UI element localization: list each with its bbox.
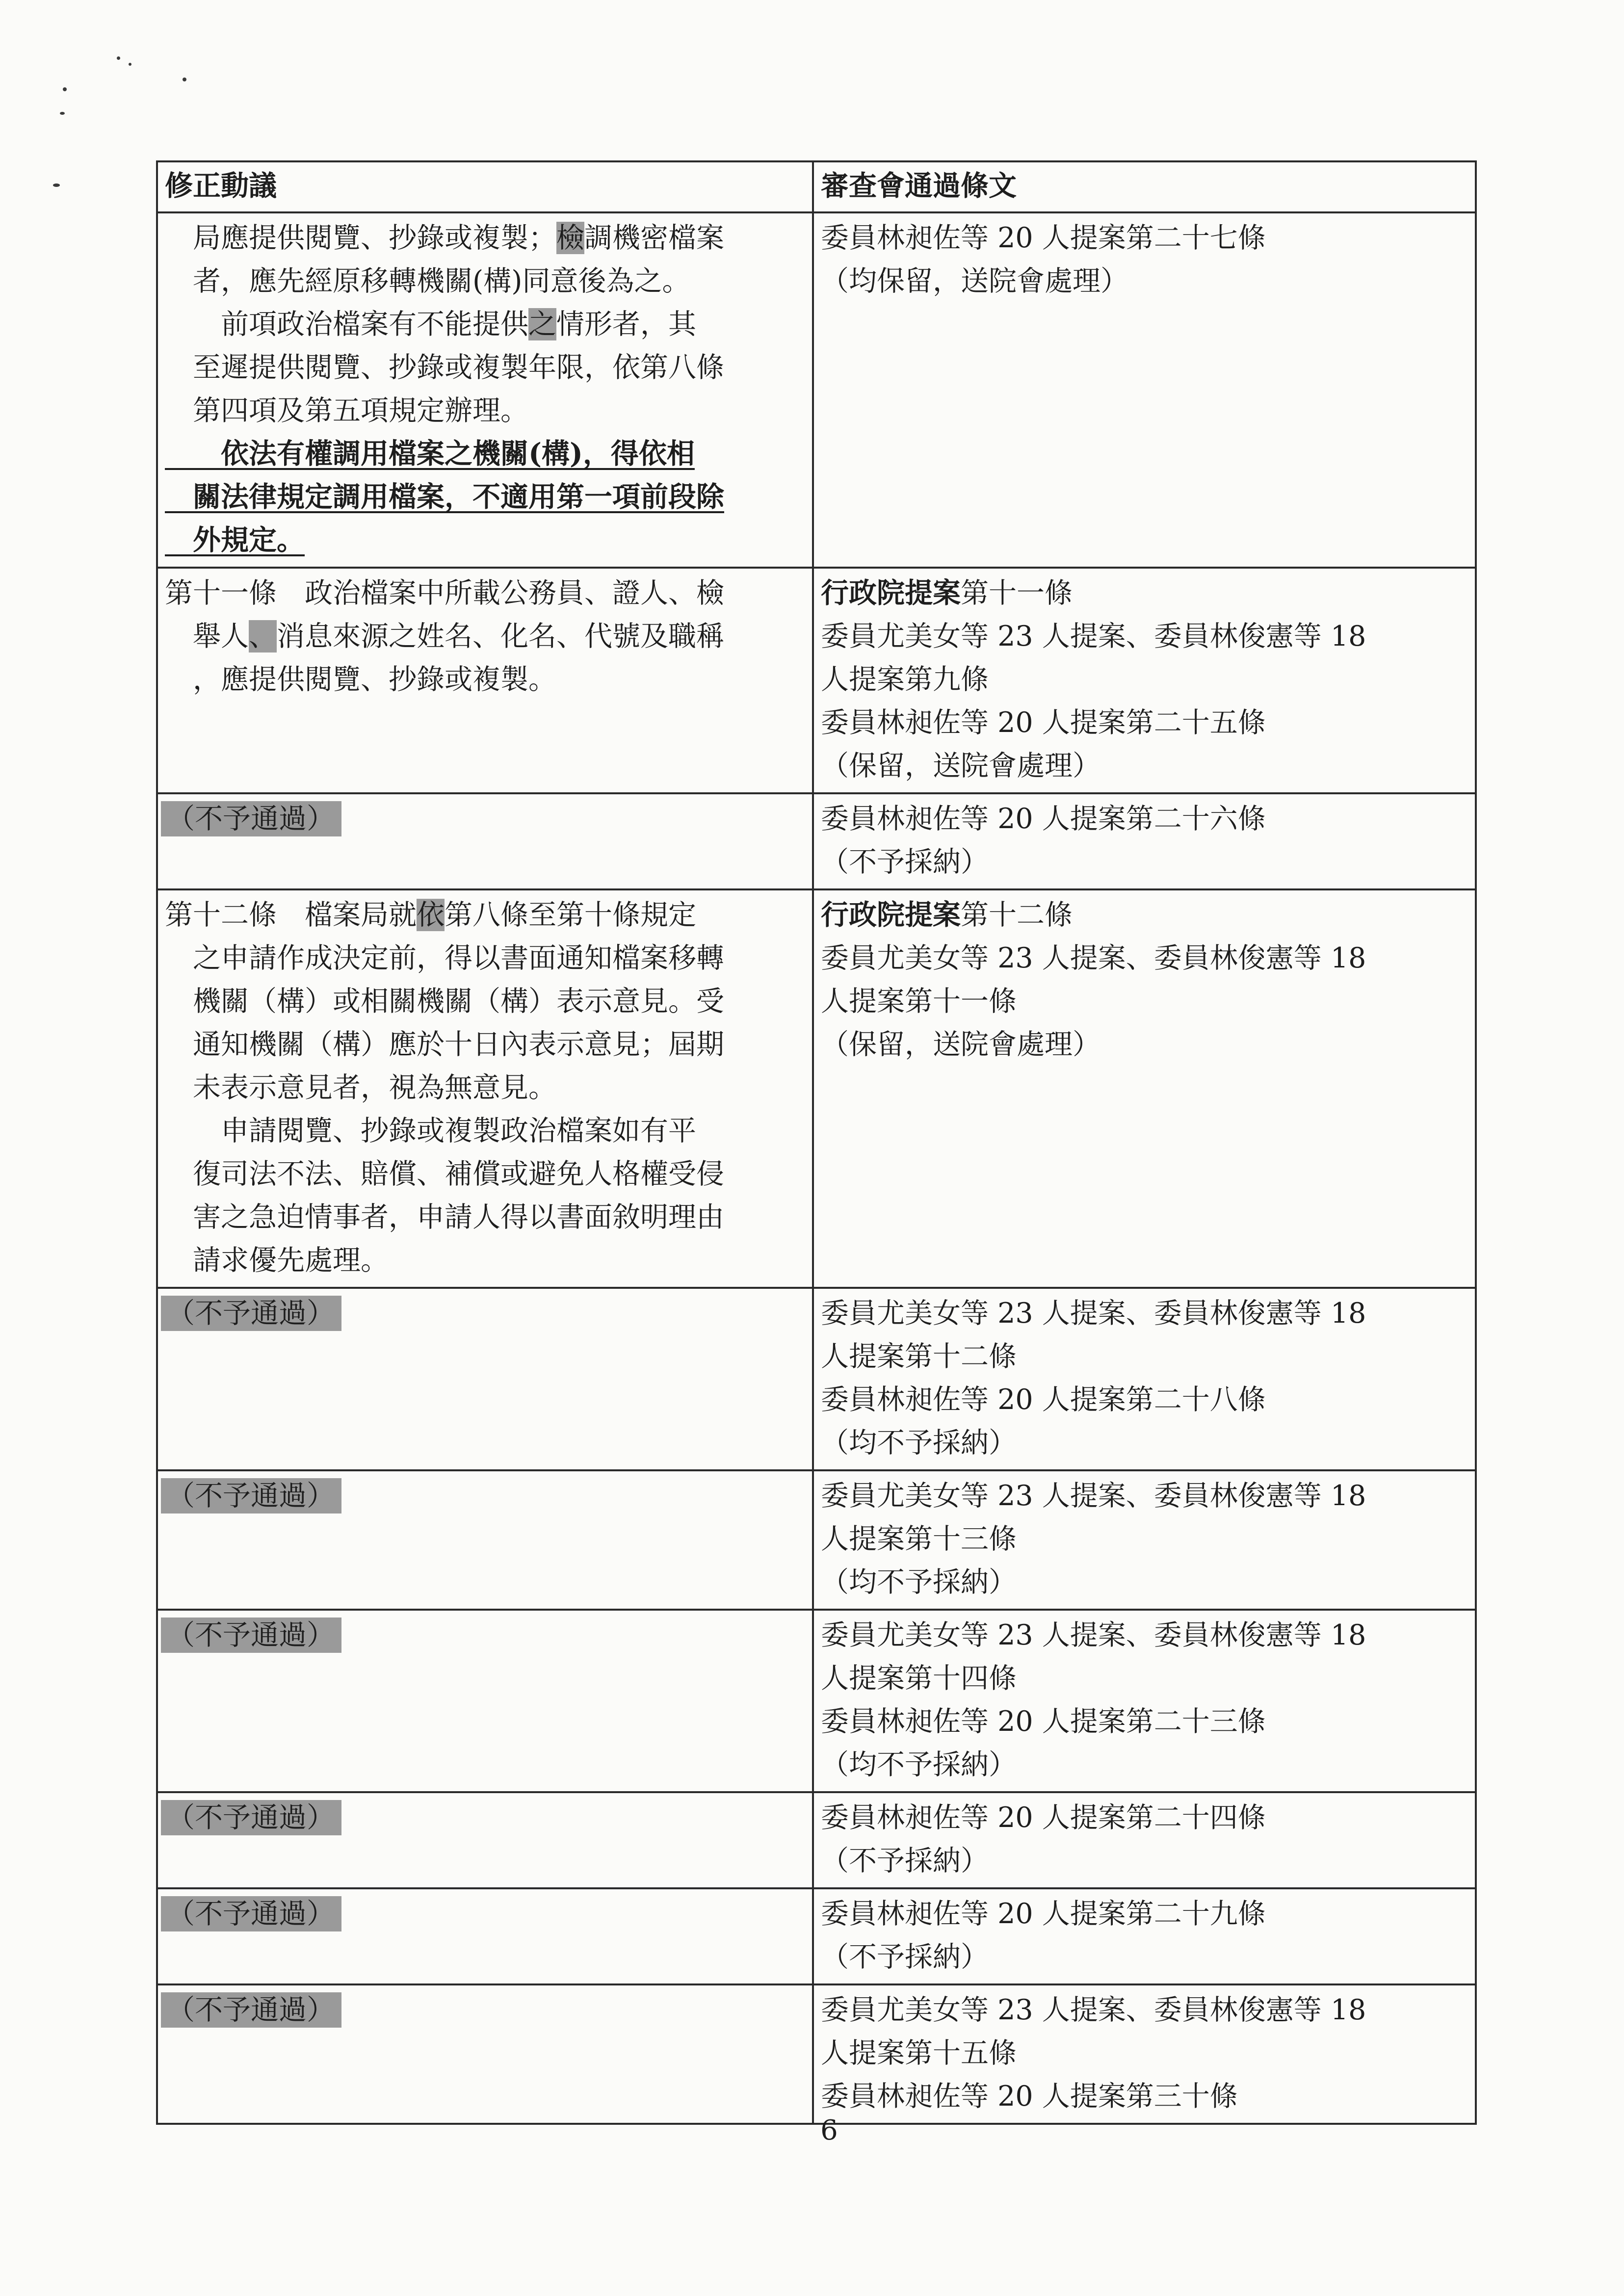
motion-cell [157, 793, 813, 889]
passed-line: 委員尤美女等 23 人提案、委員林俊憲等 18 [821, 1619, 1366, 1651]
motion-cell [157, 1888, 813, 1984]
passed-line: 委員林昶佐等 20 人提案第二十七條 [821, 222, 1266, 254]
motion-text-part: 消息來源之姓名、化名、代號及職稱 ，應提供閱覽、抄錄或複製。 [192, 620, 724, 696]
highlighted-char: 檢 [556, 222, 584, 254]
passed-line: （不予採納） [821, 1845, 989, 1877]
motion-text [165, 893, 806, 1282]
passed-cell [813, 212, 1476, 568]
executive-yuan-lead: 行政院提案 [821, 576, 961, 609]
passed-cell [813, 1288, 1476, 1470]
passed-line: 人提案第十一條 [821, 985, 1017, 1018]
motion-text-part: 情形者，其 至遲提供閱覽、抄錄或複製年限，依第八條 第四項及第五項規定辦理。 [192, 308, 724, 427]
passed-line: （保留，送院會處理） [821, 750, 1100, 782]
highlighted-char: 依 [417, 899, 445, 931]
passed-cell [813, 568, 1476, 793]
rejected-badge: （不予通過） [161, 1896, 341, 1931]
passed-line: 委員尤美女等 23 人提案、委員林俊憲等 18 [821, 1297, 1366, 1330]
passed-cell [813, 1888, 1476, 1984]
passed-cell [813, 793, 1476, 889]
motion-text-part: 調機密檔案 者，應先經原移轉機關(構)同意後為之。 前項政治檔案有不能提供 [192, 222, 724, 340]
passed-line: 委員林昶佐等 20 人提案第三十條 [821, 2080, 1238, 2113]
passed-line: 人提案第十三條 [821, 1523, 1017, 1555]
motion-text-part: 第十一條 政治檔案中所載公務員、證人、檢 舉人 [165, 577, 724, 652]
passed-line: 委員尤美女等 23 人提案、委員林俊憲等 18 [821, 1994, 1366, 2026]
scan-speck [117, 56, 120, 60]
table-row [157, 1888, 1476, 1984]
passed-line: 人提案第十二條 [821, 1340, 1017, 1373]
passed-cell [813, 1792, 1476, 1888]
header-motion: 修正動議 [157, 161, 813, 212]
passed-line: （均不予採納） [821, 1427, 1017, 1459]
rejected-badge: （不予通過） [161, 1800, 341, 1835]
highlighted-char: 、 [249, 620, 277, 652]
motion-cell [157, 568, 813, 793]
motion-cell [157, 1984, 813, 2124]
rejected-badge: （不予通過） [161, 1618, 341, 1653]
passed-line [821, 893, 1469, 937]
passed-line: 委員林昶佐等 20 人提案第二十六條 [821, 803, 1266, 835]
table-row [157, 1470, 1476, 1610]
header-passed-text: 審查會通過條文 [813, 161, 1476, 212]
passed-line: 委員尤美女等 23 人提案、委員林俊憲等 18 [821, 1480, 1366, 1512]
passed-line: （均不予採納） [821, 1748, 1017, 1781]
passed-line: （不予採納） [821, 846, 989, 878]
scan-speck [63, 87, 67, 91]
table-row [157, 1288, 1476, 1470]
motion-text [165, 572, 806, 701]
passed-line: 委員尤美女等 23 人提案、委員林俊憲等 18 [821, 942, 1366, 974]
motion-text [165, 216, 806, 562]
amendment-comparison-table [156, 160, 1477, 2125]
scan-speck [53, 183, 60, 187]
passed-line: （均不予採納） [821, 1566, 1017, 1598]
passed-line: （保留，送院會處理） [821, 1028, 1100, 1061]
scan-speck [183, 78, 186, 81]
passed-line: （不予採納） [821, 1941, 989, 1973]
scan-speck [60, 112, 65, 115]
executive-yuan-lead: 行政院提案 [821, 898, 961, 931]
table-row [157, 793, 1476, 889]
motion-cell [157, 1792, 813, 1888]
passed-cell [813, 1470, 1476, 1610]
table-row [157, 889, 1476, 1288]
page-number: 6 [820, 2114, 838, 2146]
passed-line: 委員林昶佐等 20 人提案第二十三條 [821, 1705, 1266, 1738]
passed-line: 委員林昶佐等 20 人提案第二十四條 [821, 1801, 1266, 1834]
passed-cell [813, 1984, 1476, 2124]
table-row [157, 568, 1476, 793]
passed-line-rest: 第十一條 [961, 577, 1073, 609]
passed-line: （均保留，送院會處理） [821, 265, 1128, 297]
table-header-row [157, 161, 1476, 212]
rejected-badge: （不予通過） [161, 1296, 341, 1331]
motion-cell [157, 212, 813, 568]
table-row [157, 212, 1476, 568]
highlighted-char: 之 [528, 308, 556, 340]
rejected-badge: （不予通過） [161, 1992, 341, 2028]
motion-text-part: 局應提供閱覽、抄錄或複製； [165, 222, 556, 254]
passed-line: 委員尤美女等 23 人提案、委員林俊憲等 18 [821, 620, 1366, 652]
passed-line: 委員林昶佐等 20 人提案第二十五條 [821, 706, 1266, 739]
underlined-amendment: 依法有權調用檔案之機關(構)，得依相 關法律規定調用檔案，不適用第一項前段除 外規定。 [192, 437, 724, 556]
passed-line: 委員林昶佐等 20 人提案第二十九條 [821, 1898, 1266, 1930]
motion-cell [157, 1610, 813, 1792]
passed-line: 人提案第十四條 [821, 1662, 1017, 1695]
passed-line: 人提案第十五條 [821, 2037, 1017, 2069]
rejected-badge: （不予通過） [161, 801, 341, 836]
motion-cell [157, 889, 813, 1288]
motion-text-part: 第八條至第十條規定 之申請作成決定前，得以書面通知檔案移轉 機關（構）或相關機關（構）表示意見。受 通知機關（構）應於十日內表示意見；屆期 未表示意見者，視為無意見。 申請閱覽、抄錄或複製政治檔案如有平 復司法不法、賠償、補償或避免人格權受侵 害之急迫情事者，申請人得以書面敘明理由 請求優先處理。 [192, 899, 724, 1277]
motion-cell [157, 1288, 813, 1470]
table-row [157, 1792, 1476, 1888]
passed-line: 委員林昶佐等 20 人提案第二十八條 [821, 1383, 1266, 1416]
passed-line [821, 572, 1469, 615]
passed-line-rest: 第十二條 [961, 899, 1073, 931]
motion-text-part: 第十二條 檔案局就 [165, 899, 417, 931]
motion-cell [157, 1470, 813, 1610]
table-row [157, 1610, 1476, 1792]
passed-line: 人提案第九條 [821, 663, 989, 696]
passed-cell [813, 1610, 1476, 1792]
rejected-badge: （不予通過） [161, 1478, 341, 1513]
passed-cell [813, 889, 1476, 1288]
table-row [157, 1984, 1476, 2124]
scan-speck [129, 63, 131, 66]
